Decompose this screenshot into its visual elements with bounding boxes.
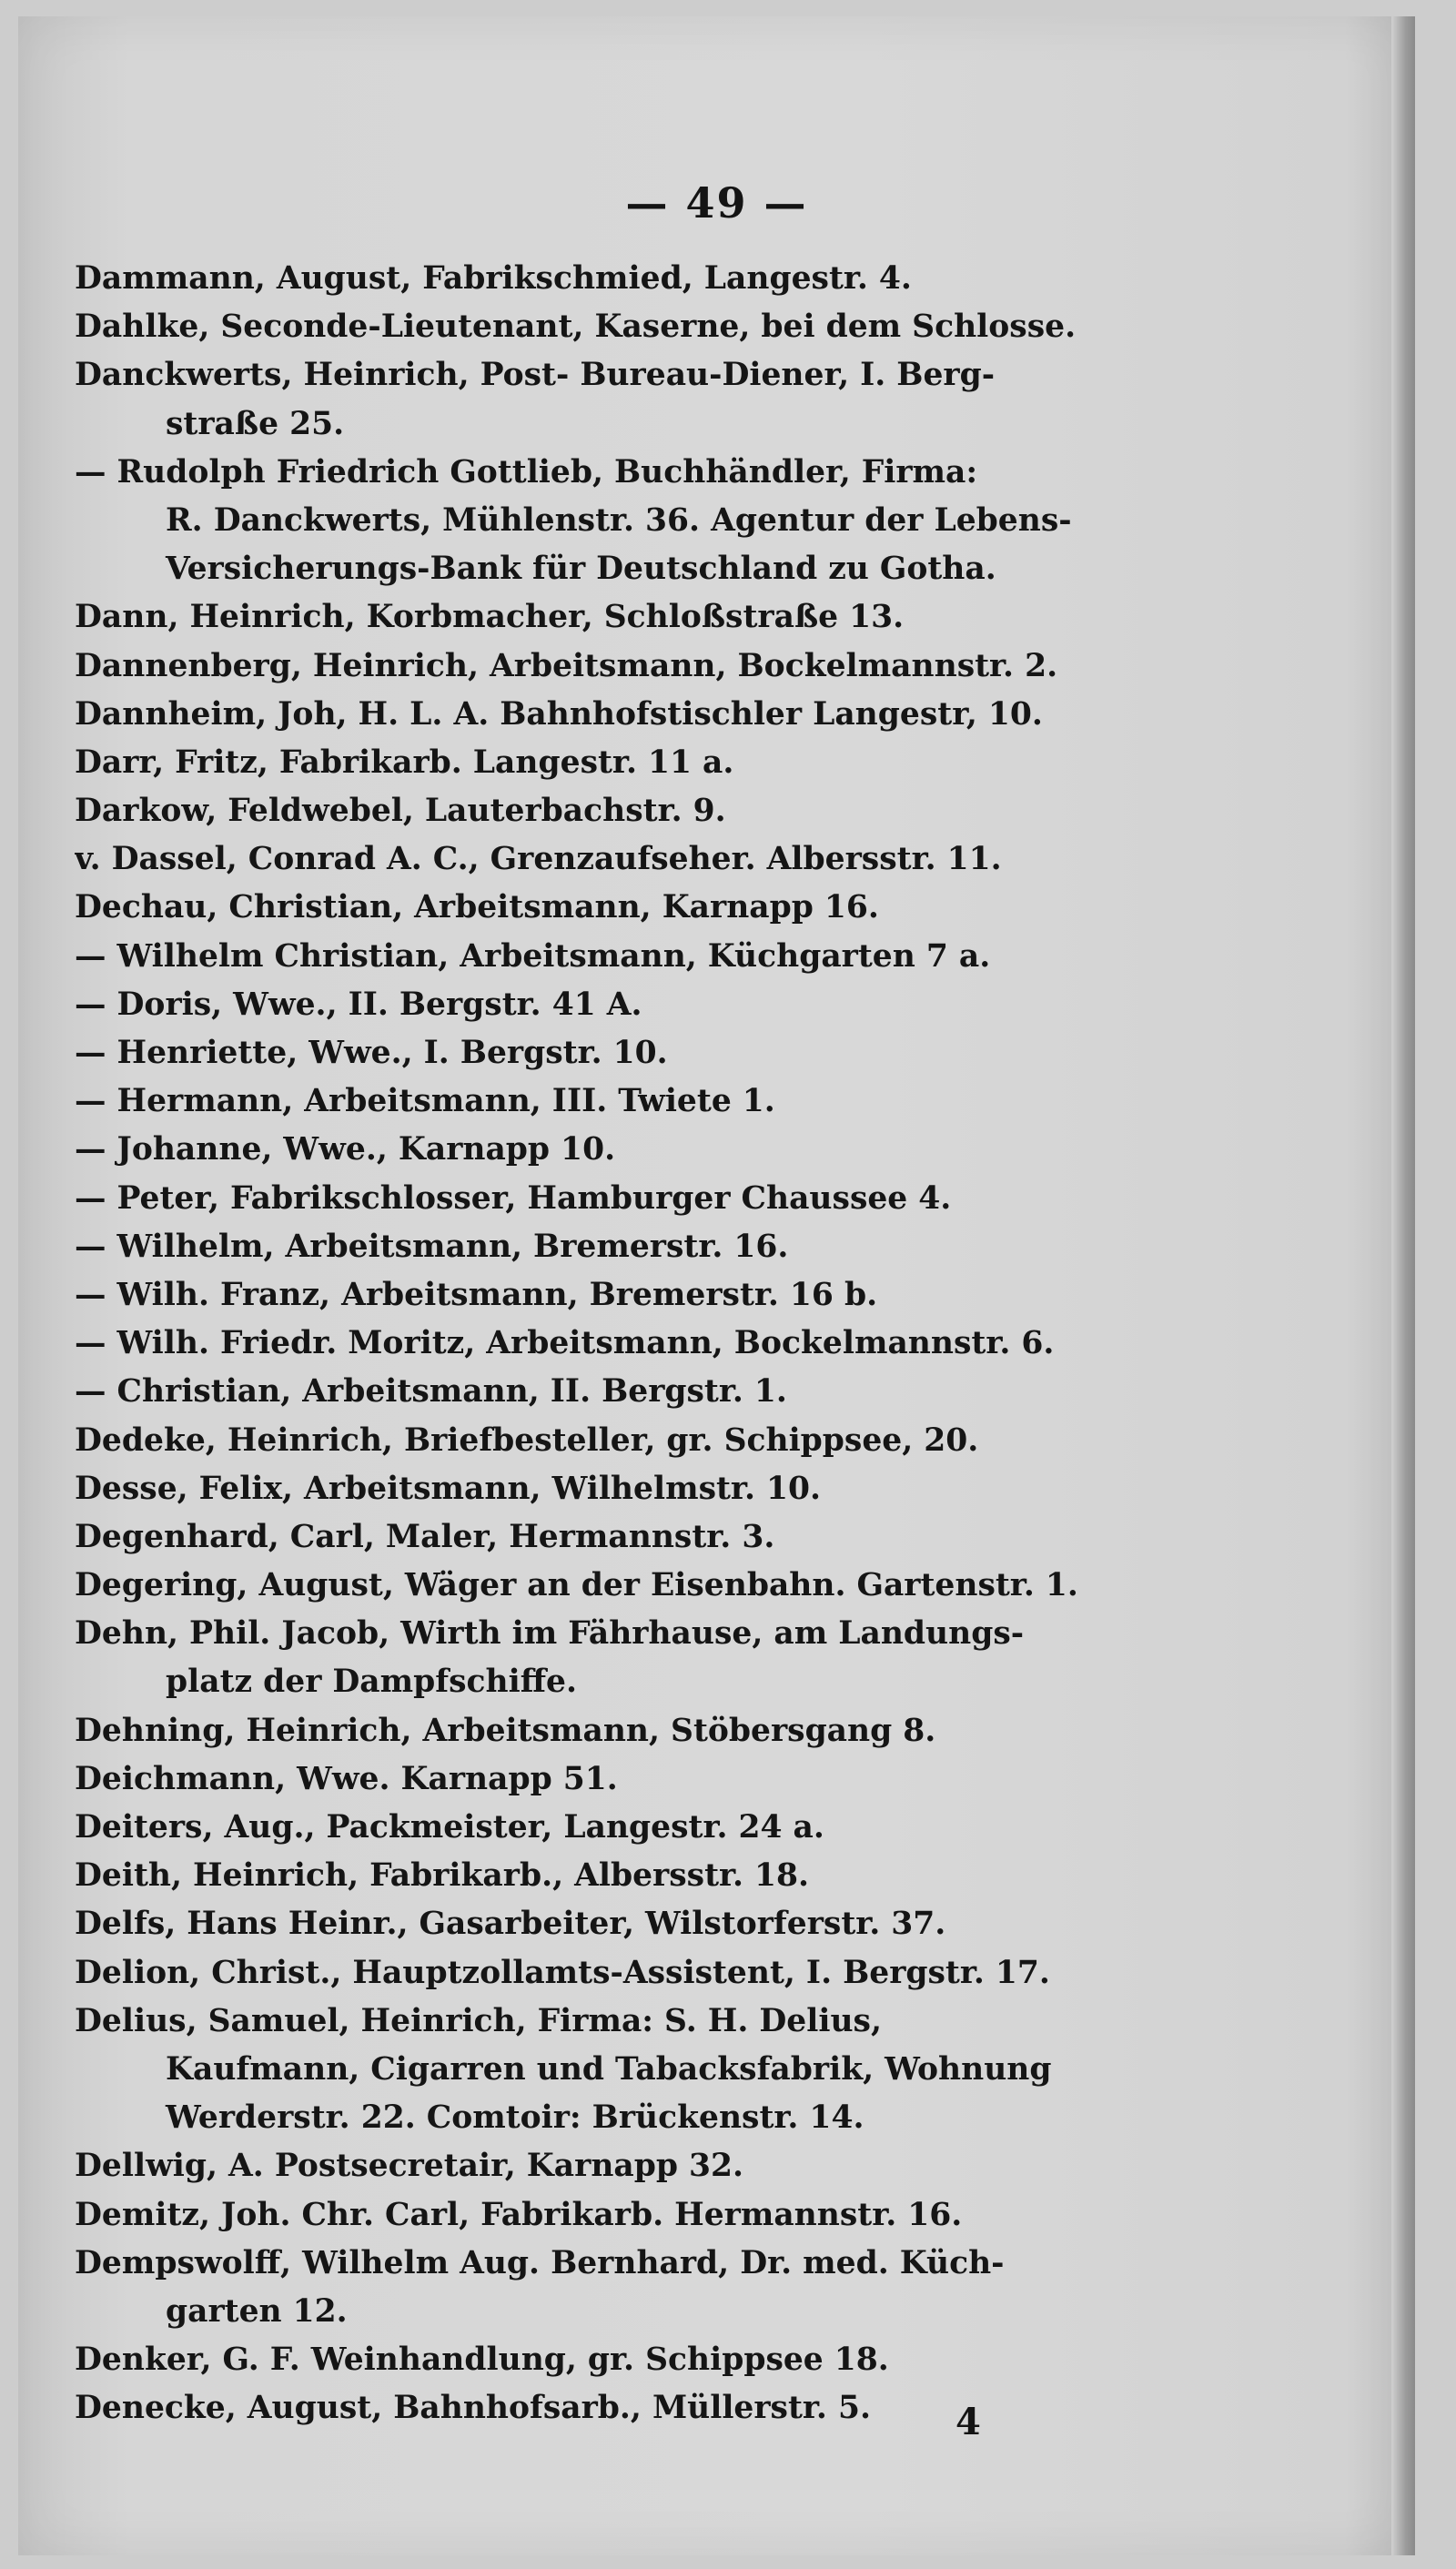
page-number: — 49 — <box>625 178 808 228</box>
entry-line: Delion, Christ., Hauptzollamts-Assistent, I. Bergstr. 17. <box>75 1954 1050 1991</box>
entry-continuation: Werderstr. 22. Comtoir: Brückenstr. 14. <box>166 2099 864 2137</box>
entry-line: Dann, Heinrich, Korbmacher, Schloßstraße 13. <box>75 599 905 636</box>
entry-line: Deith, Heinrich, Fabrikarb., Albersstr. 18. <box>75 1857 810 1895</box>
entry-line: Dedeke, Heinrich, Briefbesteller, gr. Schippsee, 20. <box>75 1421 979 1459</box>
page-edge <box>1391 16 1415 2555</box>
entry-line: — Hermann, Arbeitsmann, III. Twiete 1. <box>75 1083 775 1120</box>
entry-line: — Johanne, Wwe., Karnapp 10. <box>75 1131 616 1168</box>
entry-line: — Wilh. Friedr. Moritz, Arbeitsmann, Bockelmannstr. 6. <box>75 1325 1055 1362</box>
entry-line: — Wilhelm, Arbeitsmann, Bremerstr. 16. <box>75 1228 789 1265</box>
directory-entries <box>75 255 1221 2432</box>
entry-line: Delfs, Hans Heinr., Gasarbeiter, Wilstorferstr. 37. <box>75 1906 946 1943</box>
entry-continuation: platz der Dampfschiffe. <box>166 1664 578 1701</box>
signature-mark: 4 <box>956 2401 981 2443</box>
entry-line: Dehn, Phil. Jacob, Wirth im Fährhause, am Landungs- <box>75 1615 1025 1653</box>
entry-line: v. Dassel, Conrad A. C., Grenzaufseher. Albersstr. 11. <box>75 841 1002 878</box>
entry-line: Dehning, Heinrich, Arbeitsmann, Stöbersgang 8. <box>75 1712 936 1749</box>
entry-line: Dahlke, Seconde-Lieutenant, Kaserne, bei dem Schlosse. <box>75 308 1077 346</box>
entry-line: Deiters, Aug., Packmeister, Langestr. 24 a. <box>75 1809 824 1846</box>
entry-line: — Doris, Wwe., II. Bergstr. 41 A. <box>75 986 642 1023</box>
entry-line: Dannheim, Joh, H. L. A. Bahnhofstischler Langestr, 10. <box>75 695 1043 733</box>
entry-continuation: garten 12. <box>166 2292 348 2330</box>
entry-line: Dellwig, A. Postsecretair, Karnapp 32. <box>75 2148 744 2185</box>
entry-line: Deichmann, Wwe. Karnapp 51. <box>75 1760 618 1797</box>
entry-line: Degenhard, Carl, Maler, Hermannstr. 3. <box>75 1518 775 1555</box>
entry-line: Darkow, Feldwebel, Lauterbachstr. 9. <box>75 793 726 830</box>
entry-line: Darr, Fritz, Fabrikarb. Langestr. 11 a. <box>75 743 734 781</box>
entry-line: Degering, August, Wäger an der Eisenbahn. Gartenstr. 1. <box>75 1567 1078 1604</box>
entry-line: Danckwerts, Heinrich, Post- Bureau-Diener, I. Berg- <box>75 357 996 394</box>
entry-line: Desse, Felix, Arbeitsmann, Wilhelmstr. 10. <box>75 1470 821 1507</box>
entry-continuation: Kaufmann, Cigarren und Tabacksfabrik, Wohnung <box>166 2050 1052 2088</box>
entry-line: Dempswolff, Wilhelm Aug. Bernhard, Dr. med. Küch- <box>75 2244 1005 2281</box>
entry-continuation: R. Danckwerts, Mühlenstr. 36. Agentur der Lebens- <box>166 501 1072 539</box>
entry-line: — Henriette, Wwe., I. Bergstr. 10. <box>75 1035 668 1071</box>
entry-line: Dammann, August, Fabrikschmied, Langestr. 4. <box>75 260 912 297</box>
entry-line: Denker, G. F. Weinhandlung, gr. Schippsee 18. <box>75 2341 889 2379</box>
entry-line: Delius, Samuel, Heinrich, Firma: S. H. Delius, <box>75 2002 882 2039</box>
entry-line: — Rudolph Friedrich Gottlieb, Buchhändler, Firma: <box>75 453 978 491</box>
entry-line: Dannenberg, Heinrich, Arbeitsmann, Bockelmannstr. 2. <box>75 647 1058 684</box>
entry-line: Denecke, August, Bahnhofsarb., Müllerstr. 5. <box>75 2390 871 2427</box>
entry-line: Demitz, Joh. Chr. Carl, Fabrikarb. Hermannstr. 16. <box>75 2196 963 2233</box>
entry-line: Dechau, Christian, Arbeitsmann, Karnapp 16. <box>75 889 879 926</box>
entry-continuation: Versicherungs-Bank für Deutschland zu Gotha. <box>166 551 996 588</box>
entry-line: — Christian, Arbeitsmann, II. Bergstr. 1. <box>75 1373 787 1411</box>
entry-line: — Wilh. Franz, Arbeitsmann, Bremerstr. 16 b. <box>75 1276 878 1313</box>
book-page <box>18 16 1415 2555</box>
entry-line: — Peter, Fabrikschlosser, Hamburger Chaussee 4. <box>75 1179 952 1217</box>
entry-continuation: straße 25. <box>166 405 345 442</box>
entry-line: — Wilhelm Christian, Arbeitsmann, Küchgarten 7 a. <box>75 937 991 975</box>
